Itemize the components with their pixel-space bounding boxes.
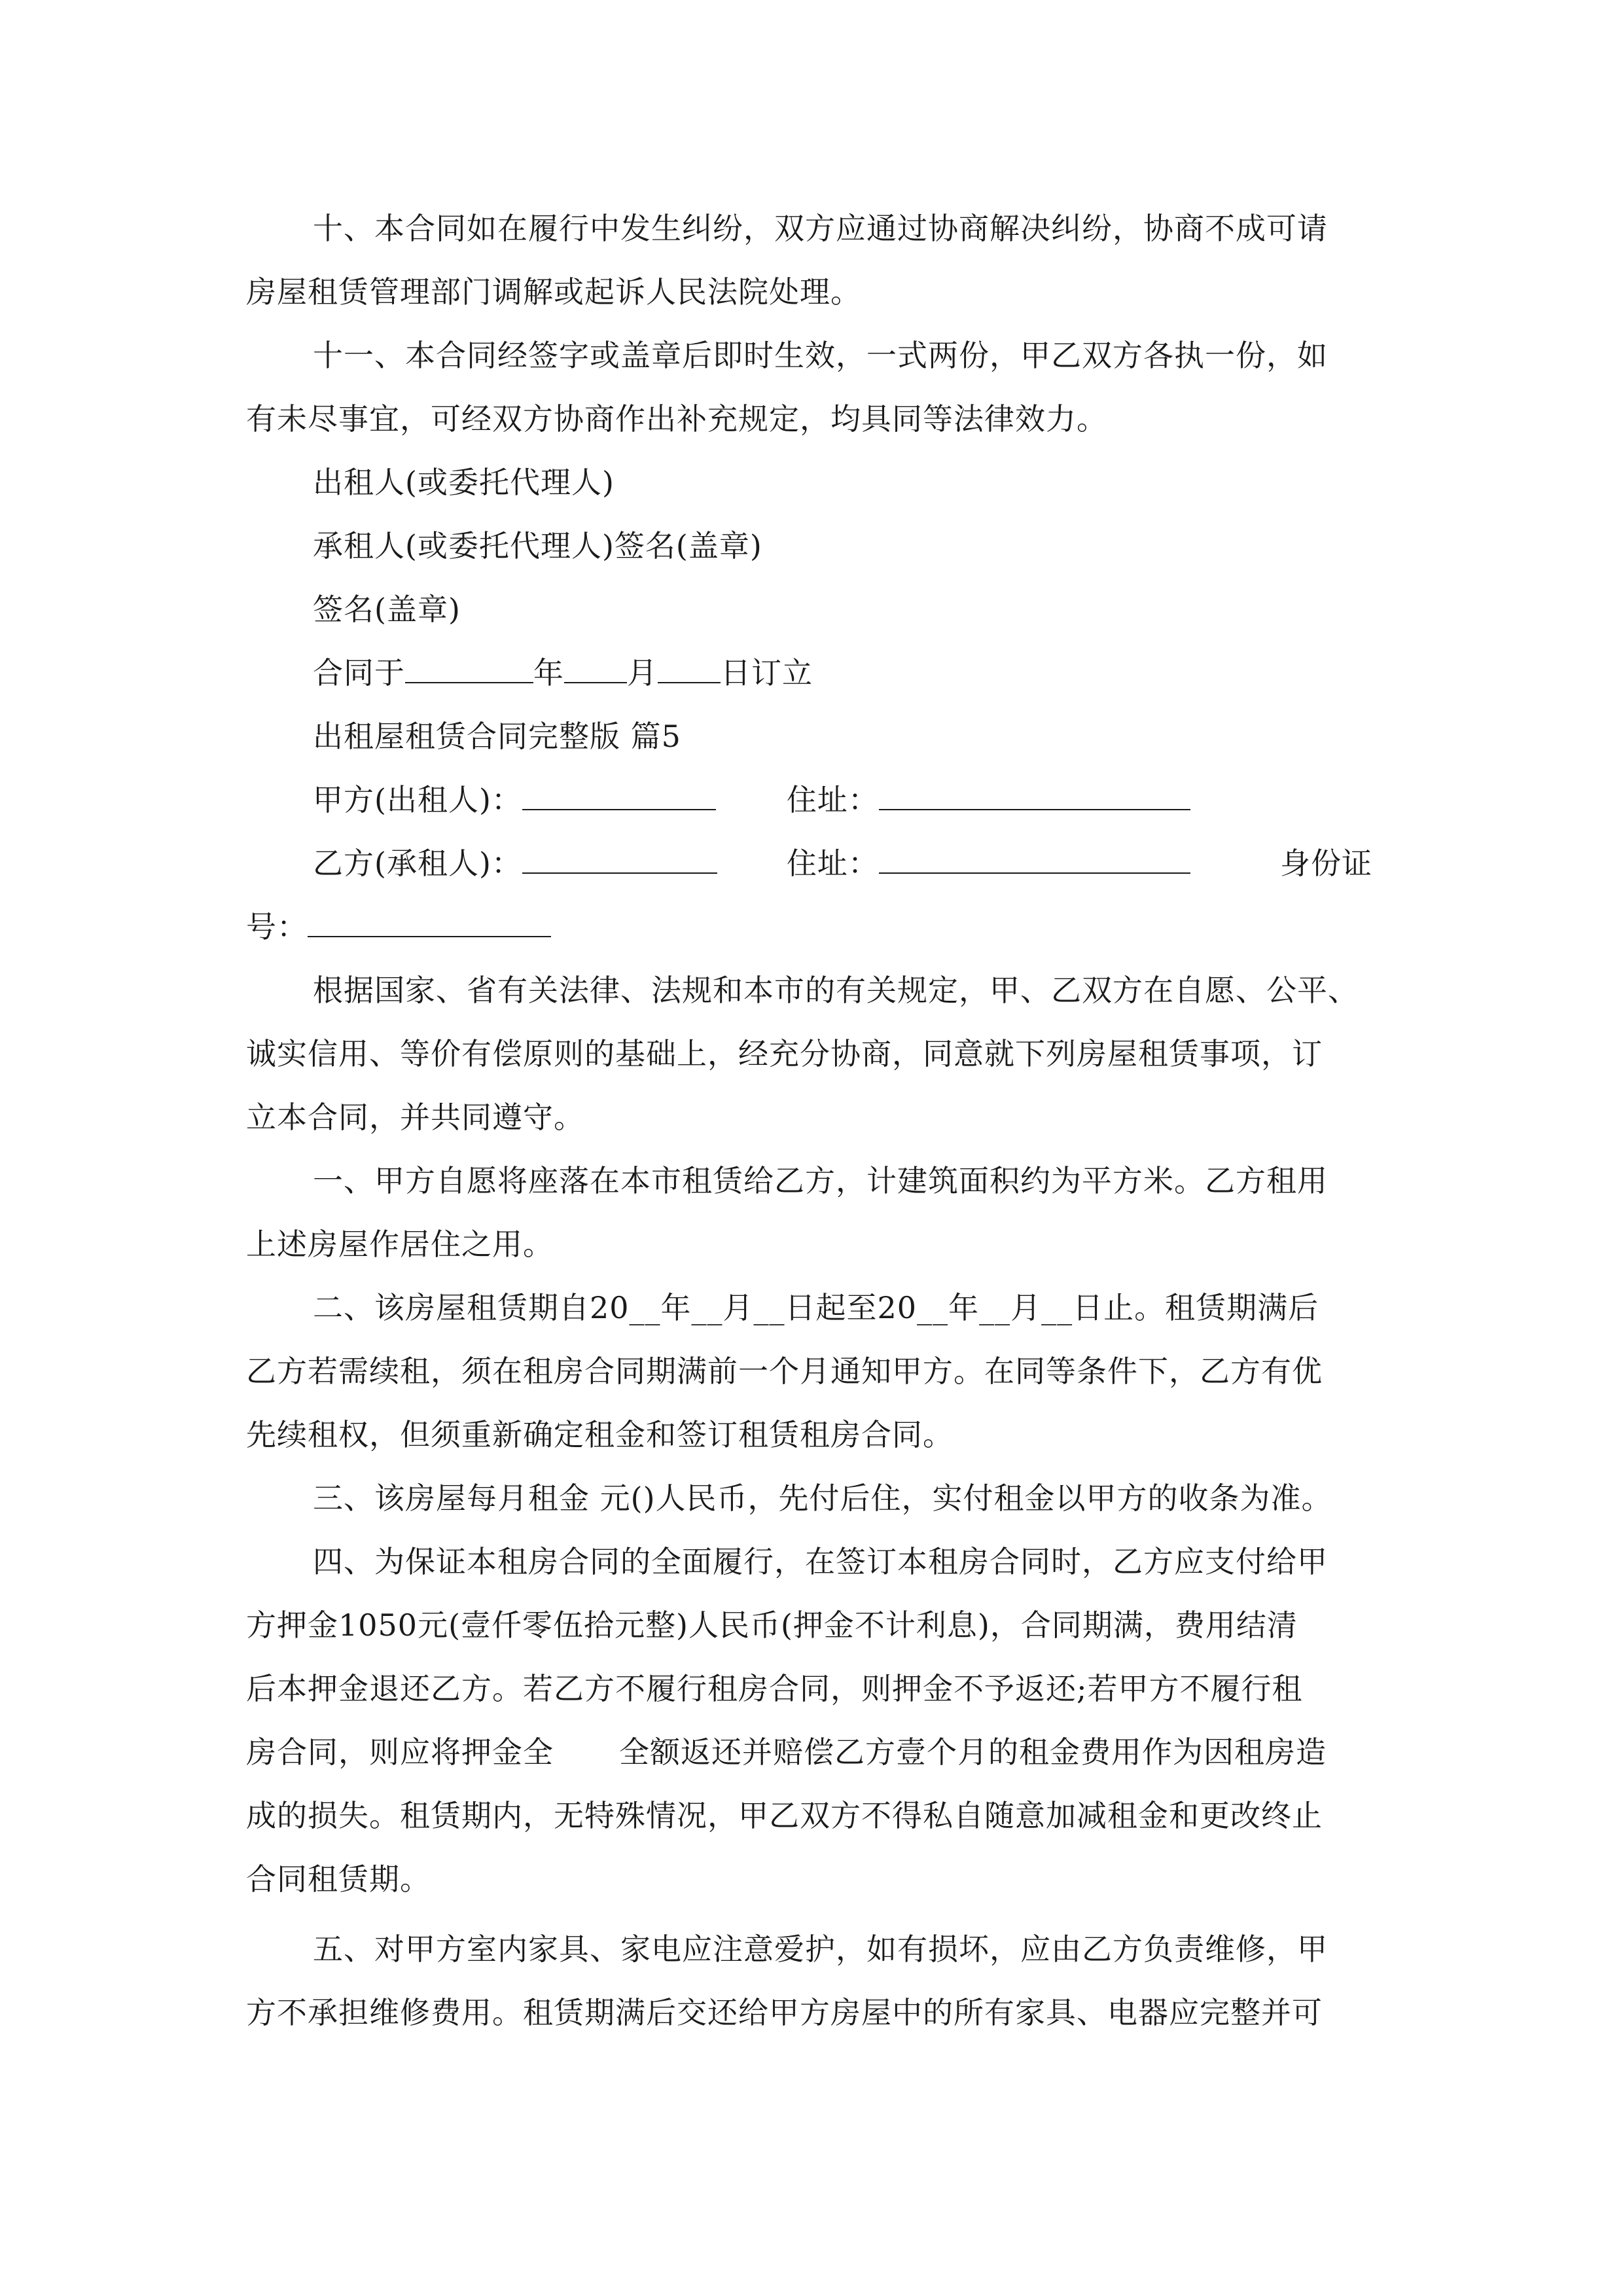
sign-date-year: 年: [533, 655, 564, 691]
sign-date-month: 月: [627, 655, 658, 691]
clause-4-line-4: [246, 1732, 1327, 1772]
sign-date-suffix: 日订立: [721, 655, 813, 691]
clause-4-line-5: 成的损失。租赁期内，无特殊情况，甲乙双方不得私自随意加减租金和更改终止: [246, 1798, 1323, 1833]
clause-2-line-1: 二、该房屋租赁期自20__年__月__日起至20__年__月__日止。租赁期满后: [313, 1290, 1319, 1325]
clause-11-line-1: 十一、本合同经签字或盖章后即时生效，一式两份，甲乙双方各执一份，如: [313, 338, 1328, 373]
sign-date-line: [313, 653, 813, 692]
party-a-label: 甲方(出租人)：: [313, 782, 522, 817]
section-title: 出租屋租赁合同完整版 篇5: [313, 719, 681, 754]
clause-2-line-3: 先续租权，但须重新确定租金和签订租赁租房合同。: [246, 1417, 954, 1452]
intro-line-2: 诚实信用、等价有偿原则的基础上，经充分协商，同意就下列房屋租赁事项，订: [246, 1036, 1323, 1071]
party-b-address-label: 住址：: [786, 846, 879, 881]
clause-4-line-2: 方押金1050元(壹仟零伍拾元整)人民币(押金不计利息)，合同期满，费用结清: [246, 1607, 1298, 1643]
clause-3-line-1: 三、该房屋每月租金 元()人民币，先付后住，实付租金以甲方的收条为准。: [313, 1480, 1332, 1516]
lessor-agent-label: 出租人(或委托代理人): [313, 465, 615, 500]
clause-1-line-1: 一、甲方自愿将座落在本市租赁给乙方，计建筑面积约为平方米。乙方租用: [313, 1163, 1328, 1198]
clause-10-line-1: 十、本合同如在履行中发生纠纷，双方应通过协商解决纠纷，协商不成可请: [313, 211, 1328, 246]
clause-1-line-2: 上述房屋作居住之用。: [246, 1227, 554, 1262]
month-blank[interactable]: [564, 653, 627, 683]
sign-seal-label: 签名(盖章): [313, 592, 461, 627]
year-blank[interactable]: [405, 653, 533, 683]
party-a-address-label: 住址：: [786, 782, 879, 817]
clause-5-line-1: 五、对甲方室内家具、家电应注意爱护，如有损坏，应由乙方负责维修，甲: [313, 1931, 1328, 1967]
id-number-blank[interactable]: [308, 907, 551, 937]
id-number-label: 身份证: [1280, 846, 1372, 881]
party-a-line: [313, 780, 1190, 819]
party-b-name-blank[interactable]: [522, 844, 717, 874]
clause-4-line-1: 四、为保证本租房合同的全面履行，在签订本租房合同时，乙方应支付给甲: [313, 1544, 1328, 1579]
clause-4-line-4-part-2: 全额返还并赔偿乙方壹个月的租金费用作为因租房造: [619, 1734, 1327, 1770]
party-a-address-blank[interactable]: [879, 780, 1190, 810]
clause-5-line-2: 方不承担维修费用。租赁期满后交还给甲方房屋中的所有家具、电器应完整并可: [246, 1995, 1323, 2030]
id-number-line: [246, 907, 551, 946]
lessee-agent-sign-label: 承租人(或委托代理人)签名(盖章): [313, 528, 762, 564]
party-b-label: 乙方(承租人)：: [313, 846, 522, 881]
clause-4-line-4-part-1: 房合同，则应将押金全: [246, 1734, 554, 1770]
clause-4-line-6: 合同租赁期。: [246, 1861, 431, 1897]
intro-line-1: 根据国家、省有关法律、法规和本市的有关规定，甲、乙双方在自愿、公平、: [313, 973, 1359, 1008]
id-number-label-cont: 号：: [246, 909, 308, 944]
clause-4-line-3: 后本押金退还乙方。若乙方不履行租房合同，则押金不予返还;若甲方不履行租: [246, 1671, 1303, 1706]
intro-line-3: 立本合同，并共同遵守。: [246, 1100, 584, 1135]
sign-date-prefix: 合同于: [313, 655, 405, 691]
day-blank[interactable]: [658, 653, 721, 683]
party-b-line: [313, 844, 1190, 883]
clause-11-line-2: 有未尽事宜，可经双方协商作出补充规定，均具同等法律效力。: [246, 401, 1107, 437]
clause-2-line-2: 乙方若需续租，须在租房合同期满前一个月通知甲方。在同等条件下，乙方有优: [246, 1354, 1323, 1389]
clause-10-line-2: 房屋租赁管理部门调解或起诉人民法院处理。: [246, 274, 861, 310]
party-b-address-blank[interactable]: [879, 844, 1190, 874]
party-a-name-blank[interactable]: [522, 780, 716, 810]
